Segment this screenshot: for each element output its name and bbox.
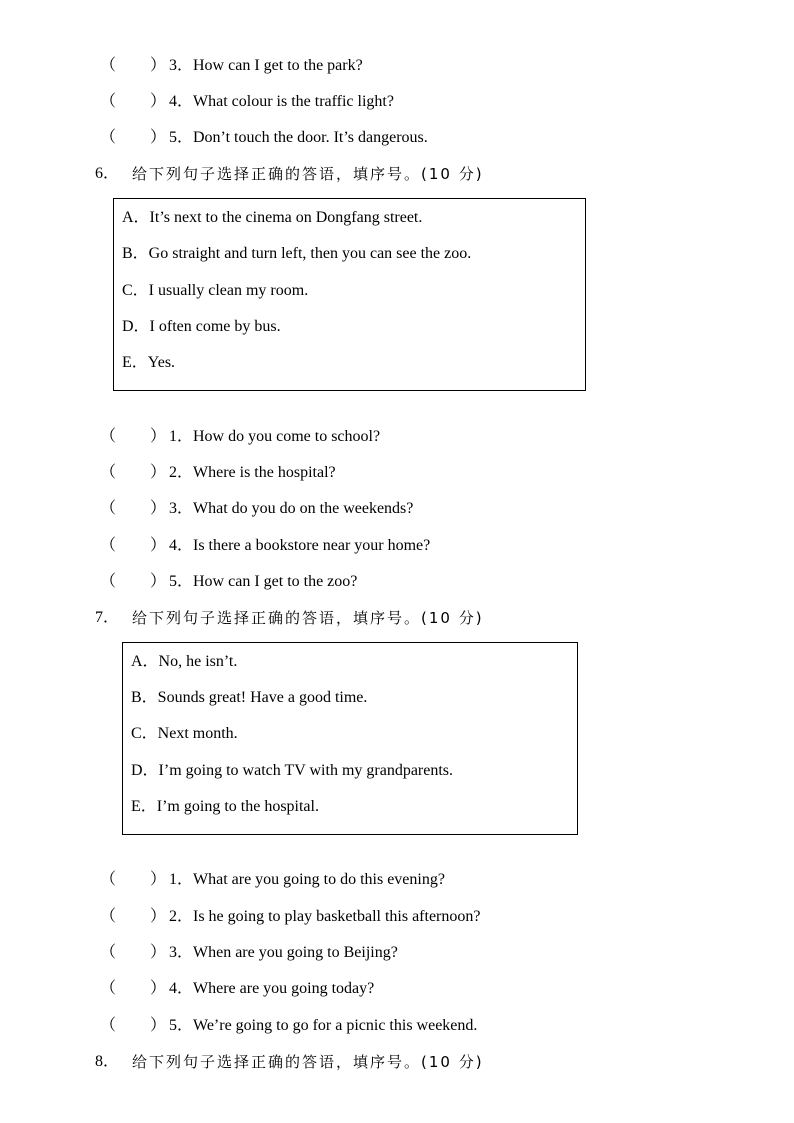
question-row <box>0 499 794 519</box>
answer-blank-open: （ <box>100 93 117 110</box>
option-e: E．I’m going to the hospital. <box>131 798 319 815</box>
section-number: 6． <box>95 165 120 182</box>
question-row <box>0 907 794 927</box>
section-6-heading <box>95 164 695 184</box>
answer-blank-open: （ <box>100 537 117 554</box>
question-text: 1．What are you going to do this evening? <box>169 871 445 888</box>
option-b: B．Sounds great! Have a good time. <box>131 689 368 706</box>
question-text: 3．How can I get to the park? <box>169 57 363 74</box>
question-text: 2．Where is the hospital? <box>169 464 336 481</box>
section-7-options-box <box>122 642 578 835</box>
option-c: C．Next month. <box>131 725 238 742</box>
option-d: D．I often come by bus. <box>122 318 281 335</box>
answer-blank-close: ） <box>150 944 167 961</box>
question-row <box>0 128 794 148</box>
answer-blank-open: （ <box>100 500 117 517</box>
question-text: 4．What colour is the traffic light? <box>169 93 394 110</box>
answer-blank-open: （ <box>100 428 117 445</box>
answer-blank-open: （ <box>100 871 117 888</box>
question-text: 1．How do you come to school? <box>169 428 381 445</box>
question-text: 5．Don’t touch the door. It’s dangerous. <box>169 129 428 146</box>
answer-blank-close: ） <box>150 500 167 517</box>
section-number: 7． <box>95 609 120 626</box>
question-row <box>0 870 794 890</box>
answer-blank-open: （ <box>100 908 117 925</box>
option-a: A．No, he isn’t. <box>131 653 238 670</box>
question-row <box>0 536 794 556</box>
answer-blank-close: ） <box>150 908 167 925</box>
answer-blank-close: ） <box>150 871 167 888</box>
answer-blank-close: ） <box>150 1017 167 1034</box>
answer-blank-open: （ <box>100 1017 117 1034</box>
question-row <box>0 1016 794 1036</box>
question-row <box>0 56 794 76</box>
answer-blank-open: （ <box>100 129 117 146</box>
section-instruction: 给下列句子选择正确的答语，填序号。(10 分) <box>132 1053 484 1071</box>
option-c: C．I usually clean my room. <box>122 282 309 299</box>
answer-blank-close: ） <box>150 464 167 481</box>
question-text: 3．What do you do on the weekends? <box>169 500 414 517</box>
question-text: 3．When are you going to Beijing? <box>169 944 398 961</box>
question-row <box>0 92 794 112</box>
answer-blank-open: （ <box>100 464 117 481</box>
answer-blank-close: ） <box>150 129 167 146</box>
answer-blank-open: （ <box>100 980 117 997</box>
question-row <box>0 979 794 999</box>
option-e: E．Yes. <box>122 354 176 371</box>
question-row <box>0 427 794 447</box>
answer-blank-open: （ <box>100 944 117 961</box>
section-7-heading <box>95 608 695 628</box>
option-b: B．Go straight and turn left, then you can see the zoo. <box>122 245 472 262</box>
answer-blank-close: ） <box>150 57 167 74</box>
question-text: 5．How can I get to the zoo? <box>169 573 358 590</box>
answer-blank-close: ） <box>150 573 167 590</box>
answer-blank-close: ） <box>150 93 167 110</box>
question-text: 5．We’re going to go for a picnic this weekend. <box>169 1017 478 1034</box>
answer-blank-open: （ <box>100 57 117 74</box>
section-6-options-box <box>113 198 586 391</box>
section-instruction: 给下列句子选择正确的答语，填序号。(10 分) <box>132 165 484 183</box>
question-text: 4．Where are you going today? <box>169 980 375 997</box>
answer-blank-open: （ <box>100 573 117 590</box>
answer-blank-close: ） <box>150 980 167 997</box>
section-instruction: 给下列句子选择正确的答语，填序号。(10 分) <box>132 609 484 627</box>
question-text: 2．Is he going to play basketball this afternoon? <box>169 908 481 925</box>
question-text: 4．Is there a bookstore near your home? <box>169 537 431 554</box>
question-row <box>0 943 794 963</box>
answer-blank-close: ） <box>150 537 167 554</box>
option-a: A．It’s next to the cinema on Dongfang street. <box>122 209 423 226</box>
option-d: D．I’m going to watch TV with my grandparents. <box>131 762 454 779</box>
section-8-heading <box>95 1052 695 1072</box>
section-number: 8． <box>95 1053 120 1070</box>
question-row <box>0 572 794 592</box>
answer-blank-close: ） <box>150 428 167 445</box>
question-row <box>0 463 794 483</box>
